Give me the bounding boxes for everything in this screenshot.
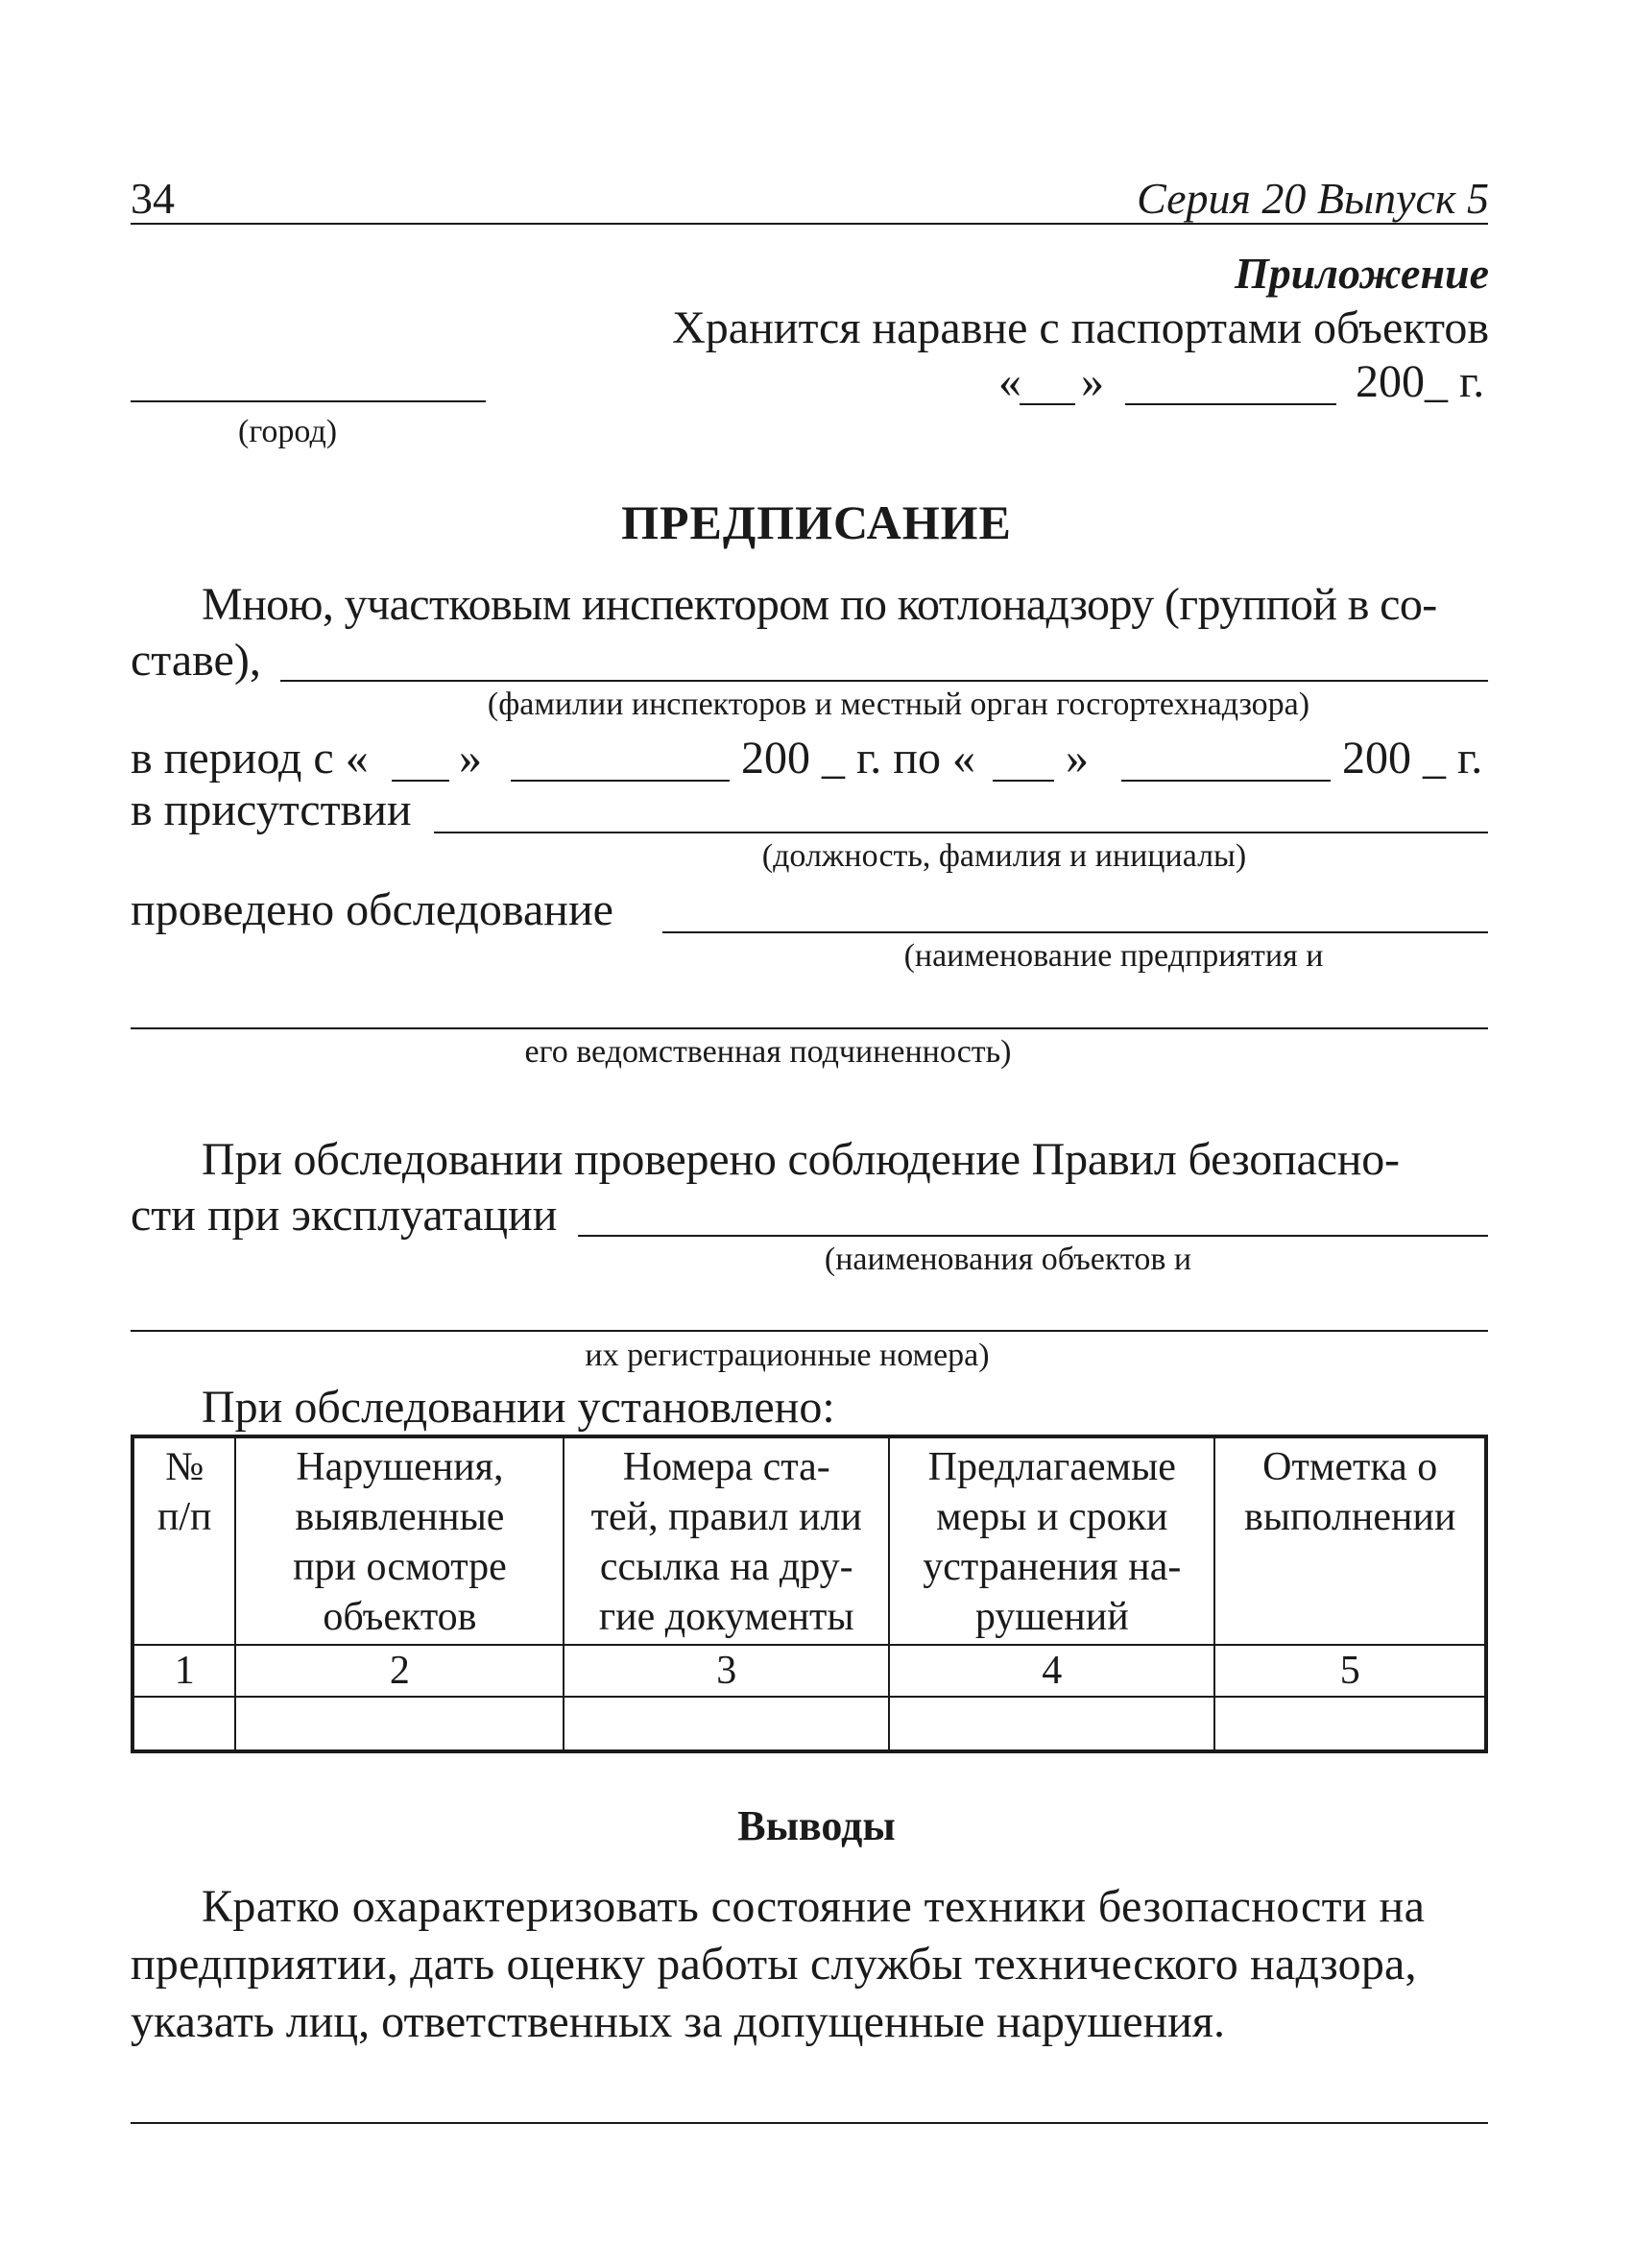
- inspector-line-1: Мною, участковым инспектором по котлонадзору (группой в со-: [202, 579, 1437, 630]
- period-end-month-field[interactable]: [1121, 780, 1331, 782]
- appendix-label: Приложение: [1235, 249, 1489, 298]
- conclusions-line-3: указать лиц, ответственных за допущенные нарушения.: [131, 1996, 1225, 2047]
- date-close-quote: »: [1081, 356, 1104, 407]
- table-row: [132, 1697, 1486, 1751]
- presence-label: в присутствии: [131, 784, 412, 835]
- presence-field[interactable]: [434, 832, 1488, 833]
- date-month-field[interactable]: [1125, 403, 1336, 405]
- header-cell-violations: [235, 1436, 564, 1645]
- inspection-caption-2: его ведомственная подчиненность): [524, 1034, 1012, 1070]
- header-line: Отметка о: [1262, 1445, 1438, 1489]
- empty-cell[interactable]: [235, 1697, 564, 1751]
- header-line: устранения на-: [923, 1545, 1182, 1589]
- period-close-quote-1: »: [459, 733, 482, 784]
- established-label: При обследовании установлено:: [202, 1382, 835, 1433]
- header-line: меры и сроки: [936, 1495, 1168, 1539]
- column-number: 5: [1214, 1645, 1486, 1697]
- inspection-field-2[interactable]: [131, 1027, 1488, 1029]
- period-start-month-field[interactable]: [511, 780, 730, 782]
- header-line: при осмотре: [293, 1545, 507, 1589]
- empty-cell[interactable]: [132, 1697, 235, 1751]
- header-line: гие документы: [598, 1595, 854, 1639]
- header-cell-completion: [1214, 1436, 1486, 1645]
- rules-caption-2: их регистрационные номера): [585, 1338, 990, 1373]
- period-close-quote-2: »: [1066, 733, 1089, 784]
- header-line: Нарушения,: [296, 1445, 504, 1489]
- period-start-day-field[interactable]: [392, 780, 449, 782]
- inspection-caption-1: (наименование предприятия и: [903, 938, 1324, 974]
- rules-line-2: сти при эксплуатации: [131, 1190, 558, 1241]
- conclusions-line-2: предприятии, дать оценку работы службы технического надзора,: [131, 1939, 1417, 1990]
- period-label: в период с «: [131, 733, 369, 784]
- header-cell-measures: [889, 1436, 1214, 1645]
- period-end-day-field[interactable]: [993, 780, 1054, 782]
- header-line: рушений: [974, 1595, 1129, 1639]
- empty-cell[interactable]: [564, 1697, 889, 1751]
- header-rule: [131, 223, 1488, 225]
- header-cell-articles: [564, 1436, 889, 1645]
- document-title: ПРЕДПИСАНИЕ: [621, 495, 1012, 549]
- table-number-row: [132, 1645, 1486, 1697]
- rules-objects-field-2[interactable]: [131, 1330, 1488, 1332]
- conclusions-line-1: Кратко охарактеризовать состояние техники безопасности на: [202, 1881, 1426, 1932]
- table-header-row: [132, 1436, 1486, 1645]
- city-caption: (город): [238, 414, 338, 449]
- period-year-end: 200 _ г.: [1342, 733, 1483, 784]
- conclusions-field[interactable]: [131, 2122, 1488, 2124]
- rules-caption-1: (наименования объектов и: [824, 1242, 1192, 1277]
- page-number: 34: [131, 174, 175, 223]
- conclusions-title: Выводы: [737, 1802, 896, 1849]
- header-cell-number: [132, 1436, 235, 1645]
- empty-cell[interactable]: [889, 1697, 1214, 1751]
- inspector-names-field[interactable]: [280, 680, 1488, 682]
- rules-line-1: При обследовании проверено соблюдение Правил безопасно-: [202, 1134, 1400, 1185]
- violations-table: [131, 1435, 1488, 1753]
- header-line: Предлагаемые: [927, 1445, 1176, 1489]
- inspector-line-2: ставе),: [131, 635, 261, 686]
- period-year-to: 200 _ г. по «: [741, 733, 975, 784]
- header-line: выполнении: [1243, 1495, 1456, 1539]
- presence-caption: (должность, фамилия и инициалы): [761, 838, 1247, 874]
- series-label: Серия 20 Выпуск 5: [1137, 174, 1489, 223]
- header-line: п/п: [156, 1495, 212, 1539]
- header-line: ссылка на дру-: [599, 1545, 853, 1589]
- header-line: выявленные: [295, 1495, 505, 1539]
- rules-objects-field[interactable]: [578, 1235, 1488, 1237]
- header-line: №: [165, 1445, 204, 1489]
- header-line: тей, правил или: [590, 1495, 862, 1539]
- date-open-quote: «: [998, 356, 1021, 407]
- header-line: Номера ста-: [622, 1445, 830, 1489]
- inspector-caption: (фамилии инспекторов и местный орган госгортехнадзора): [487, 687, 1310, 722]
- storage-note: Хранится наравне с паспортами объектов: [672, 302, 1489, 353]
- date-day-field[interactable]: [1020, 403, 1075, 405]
- column-number: 1: [132, 1645, 235, 1697]
- column-number: 4: [889, 1645, 1214, 1697]
- empty-cell[interactable]: [1214, 1697, 1486, 1751]
- city-field[interactable]: [131, 400, 486, 402]
- header-line: объектов: [323, 1595, 477, 1639]
- inspection-field[interactable]: [662, 931, 1488, 933]
- column-number: 2: [235, 1645, 564, 1697]
- column-number: 3: [564, 1645, 889, 1697]
- inspection-label: проведено обследование: [131, 884, 613, 935]
- date-year: 200_ г.: [1356, 356, 1485, 407]
